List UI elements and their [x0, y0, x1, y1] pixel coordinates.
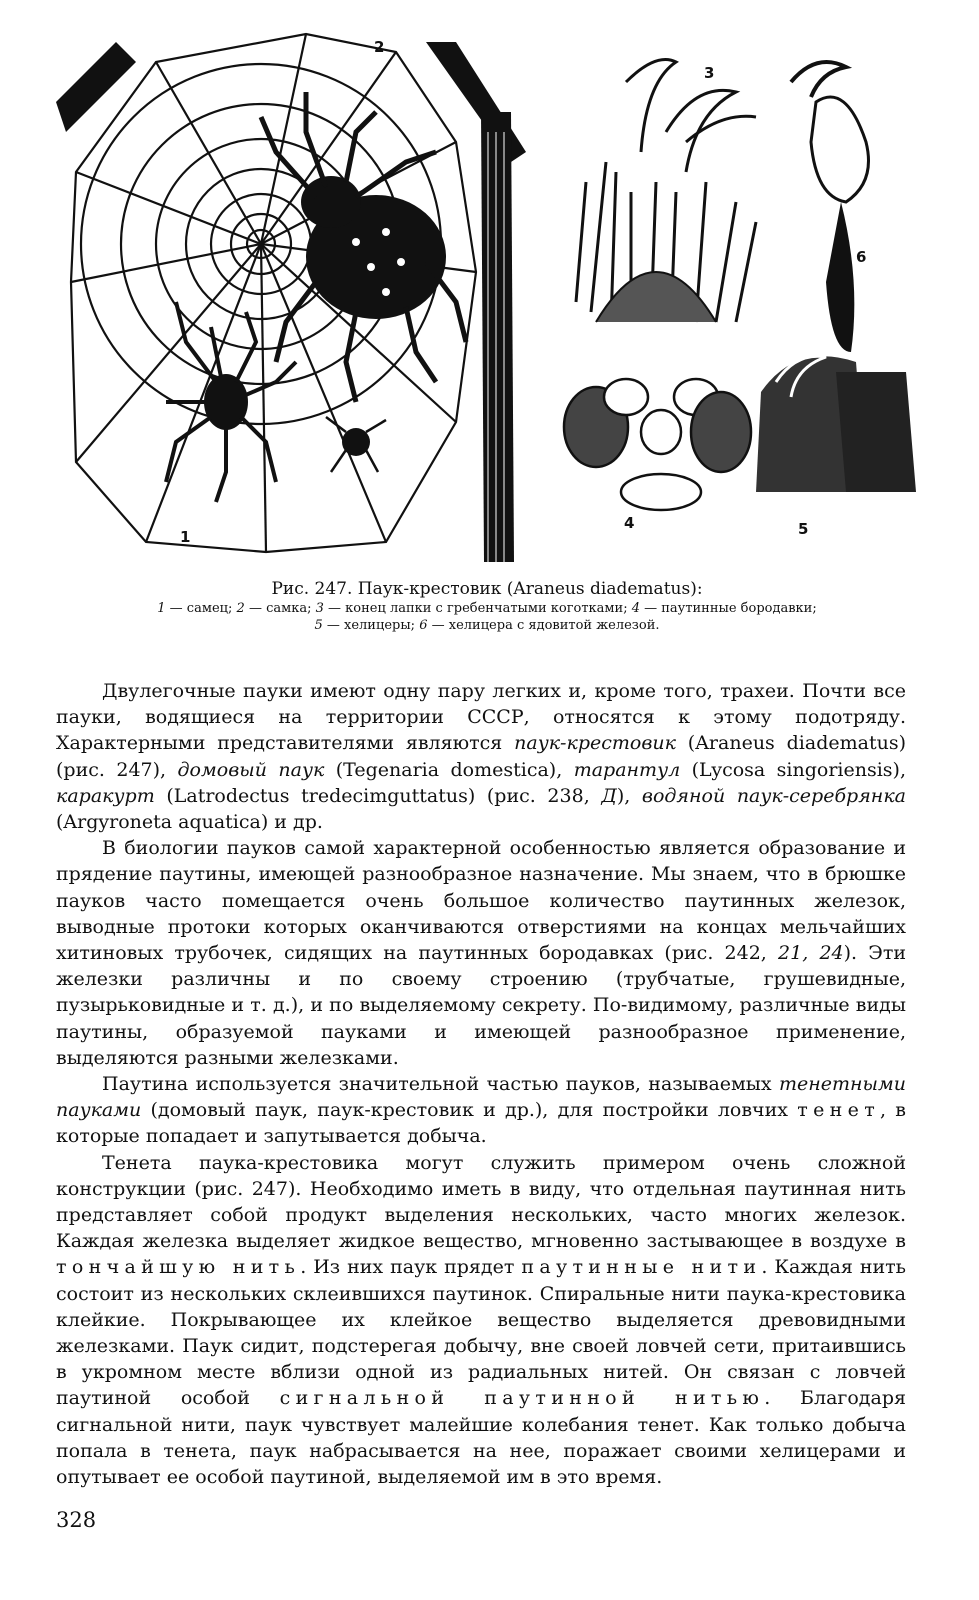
legend-number: 3	[315, 601, 324, 616]
chelicera-gland-drawing	[791, 62, 869, 352]
figure-drawing	[56, 22, 918, 572]
label-6: 6	[856, 248, 867, 266]
text-run: Двулегочные пауки имеют одну пару легких и, кроме того, трахеи. Почти все пауки, водящиеся на территории СССР, относятся к этому подотряду. Характерными представителями являются	[56, 680, 906, 755]
page-number: 328	[56, 1508, 97, 1532]
small-spider-drawing	[326, 417, 386, 472]
spaced-term: тенет	[797, 1099, 881, 1122]
caption-title: Рис. 247. Паук-крестовик (Araneus diadematus):	[271, 579, 703, 599]
legend-text: — самка;	[244, 601, 316, 616]
italic-term: Д	[601, 784, 617, 807]
legend-text: — конец лапки с гребенчатыми коготками;	[323, 601, 632, 616]
text-run: (Latrodectus tredecimguttatus) (рис. 238,	[154, 784, 602, 807]
body-text	[56, 678, 906, 1490]
legend-text: — паутинные бородавки;	[640, 601, 817, 616]
text-run: . Благодаря сигнальной нити, паук чувствует малейшие колебания тенет. Как только добыча попала в тенета, паук набрасывается на нее, поражает своими хелицерами и опутывает ее особой паутиной, выделяемой им в это время.	[56, 1387, 906, 1489]
paragraph	[56, 835, 906, 1071]
italic-term: паук-крестовик	[514, 732, 676, 755]
legend-text: — хелицера с ядовитой железой.	[427, 618, 660, 633]
text-run: (Tegenaria domestica),	[324, 758, 574, 781]
text-run: (Lycosa singoriensis),	[680, 758, 906, 781]
spaced-term: сигнальной паутинной нитью	[279, 1387, 765, 1410]
text-run: ),	[616, 784, 642, 807]
legend-number: 5	[314, 618, 323, 633]
legend-text: — самец;	[165, 601, 237, 616]
legend-number: 4	[631, 601, 640, 616]
italic-term: каракурт	[56, 784, 155, 807]
label-1: 1	[180, 528, 191, 546]
text-run: В биологии пауков самой характерной особенностью является образование и прядение паутины, имеющей разнообразное назначение. Мы знаем, что в брюшке пауков часто помещается очень большое количество паутинных железок, выводные протоки которых оканчиваются отверстиями на концах мельчайших хитиновых трубочек, сидящих на паутинных бородавках (рис. 242,	[56, 837, 906, 965]
text-run: . Из них паук прядет	[300, 1256, 522, 1279]
figure-caption	[56, 578, 918, 634]
spider-illustration	[56, 22, 918, 572]
paragraph	[56, 1150, 906, 1491]
paragraph	[56, 1071, 906, 1150]
legend-number: 6	[419, 618, 428, 633]
text-run: ). Эти железки различны и по своему строению (трубчатые, грушевидные, пузырьковидные и т. д.), и по выделяемому секрету. По-видимому, различные виды паутины, образуемой пауками и имеющей разнообразное применение, выделяются разными железками.	[56, 942, 906, 1069]
legend-text: — хелицеры;	[322, 618, 420, 633]
label-5: 5	[798, 520, 809, 538]
label-4: 4	[624, 514, 635, 532]
spinnerets-drawing	[564, 379, 751, 510]
text-run: Тенета паука-крестовика могут служить примером очень сложной конструкции (рис. 247). Необходимо иметь в виду, что отдельная паутинная нить представляет собой продукт выделения нескольких, часто многих железок. Каждая железка выделяет жидкое вещество, мгновенно застывающее в воздухе в	[56, 1151, 906, 1253]
text-run: (домовый паук, паук-крестовик и др.), для постройки ловчих	[141, 1099, 798, 1122]
chelicerae-drawing	[756, 356, 916, 492]
text-run: (Araneus diadematus) (рис. 247),	[56, 732, 906, 781]
label-3: 3	[704, 64, 715, 82]
text-run: Паутина используется значительной частью пауков, называемых	[102, 1073, 779, 1096]
text-run: , в которые попадает и запутывается добыча.	[56, 1099, 907, 1148]
text-run: . Каждая нить состоит из нескольких склеившихся паутинок. Спиральные нити паука-крестовика клейкие. Покрывающее их клейкое вещество выделяется древовидными железками. Паук сидит, подстерегая добычу, вне своей ловчей сети, притаившись в укромном месте вблизи одной из радиальных нитей. Он связан с ловчей паутиной особой	[56, 1256, 907, 1410]
spaced-term: тончайшую нить	[56, 1256, 301, 1279]
legend-number: 2	[236, 601, 245, 616]
caption-legend-line-2	[56, 617, 918, 634]
italic-term: водяной паук-серебрянка	[641, 784, 906, 807]
legend-number: 1	[157, 601, 166, 616]
italic-term: 21, 24	[778, 942, 844, 965]
label-2: 2	[374, 38, 385, 56]
male-spider-drawing	[166, 302, 296, 502]
italic-term: домовый паук	[177, 758, 325, 781]
text-run: (Argyroneta aquatica) и др.	[56, 811, 323, 834]
italic-term: тенетными пауками	[56, 1073, 906, 1122]
italic-term: тарантул	[573, 758, 681, 781]
spaced-term: паутинные нити	[521, 1256, 762, 1279]
paragraph	[56, 678, 906, 835]
caption-legend-line-1	[56, 600, 918, 617]
claw-drawing	[576, 60, 756, 323]
